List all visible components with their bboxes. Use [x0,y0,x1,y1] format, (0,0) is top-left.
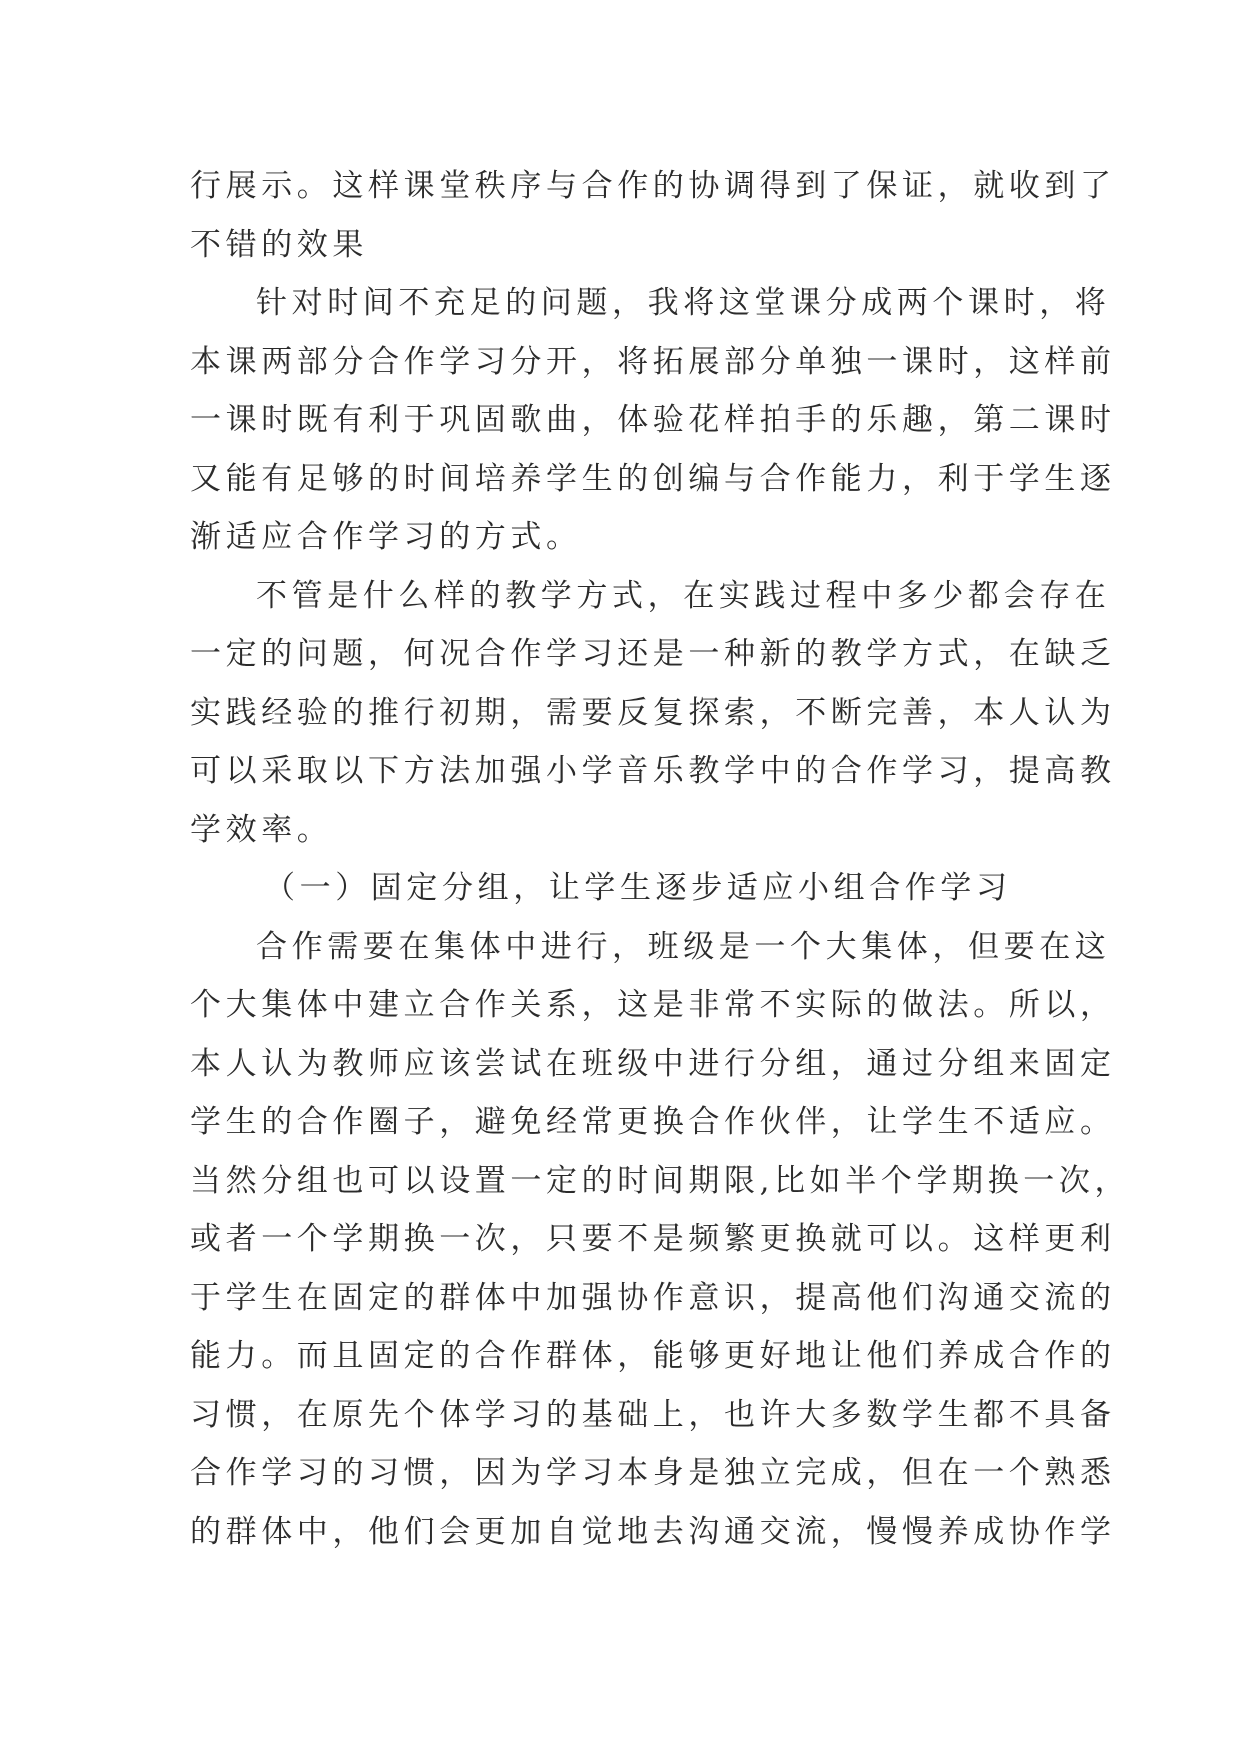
text-line: 习惯，在原先个体学习的基础上，也许大多数学生都不具备 [190,1396,1116,1433]
text-line: 或者一个学期换一次，只要不是频繁更换就可以。这样更利 [190,1221,1116,1257]
text-line: 本课两部分合作学习分开，将拓展部分单独一课时，这样前 [190,343,1116,380]
document-body [190,157,1131,1561]
text-line: 又能有足够的时间培养学生的创编与合作能力，利于学生逐 [190,460,1116,497]
paragraph-start-line: 合作需要在集体中进行，班级是一个大集体，但要在这 [256,928,1111,965]
text-line: 本人认为教师应该尝试在班级中进行分组，通过分组来固定 [190,1045,1116,1082]
text-line: 合作学习的习惯，因为学习本身是独立完成，但在一个熟悉 [190,1455,1116,1491]
text-line: 实践经验的推行初期，需要反复探索，不断完善，本人认为 [190,694,1116,731]
text-line: 不错的效果 [190,226,368,263]
text-line: 学效率。 [190,811,333,848]
text-line: 能力。而且固定的合作群体，能够更好地让他们养成合作的 [190,1338,1116,1374]
text-line: 可以采取以下方法加强小学音乐教学中的合作学习，提高教 [190,753,1116,789]
paragraph-start-line: 不管是什么样的教学方式，在实践过程中多少都会存在 [256,577,1111,614]
text-line: 一课时既有利于巩固歌曲，体验花样拍手的乐趣，第二课时 [190,402,1116,438]
text-line: 的群体中，他们会更加自觉地去沟通交流，慢慢养成协作学 [190,1513,1116,1550]
text-line: 行展示。这样课堂秩序与合作的协调得到了保证，就收到了 [190,168,1116,204]
text-line: 学生的合作圈子，避免经常更换合作伙伴，让学生不适应。 [190,1104,1116,1140]
text-line: 渐适应合作学习的方式。 [190,519,582,555]
text-line: 个大集体中建立合作关系，这是非常不实际的做法。所以， [190,987,1116,1023]
text-line: 一定的问题，何况合作学习还是一种新的教学方式，在缺乏 [190,636,1116,672]
section-heading: （一）固定分组，让学生逐步适应小组合作学习 [264,870,1012,906]
text-line: 于学生在固定的群体中加强协作意识，提高他们沟通交流的 [190,1279,1116,1316]
paragraph-start-line: 针对时间不充足的问题，我将这堂课分成两个课时，将 [256,285,1111,321]
text-line: 当然分组也可以设置一定的时间期限,比如半个学期换一次， [190,1162,1131,1199]
